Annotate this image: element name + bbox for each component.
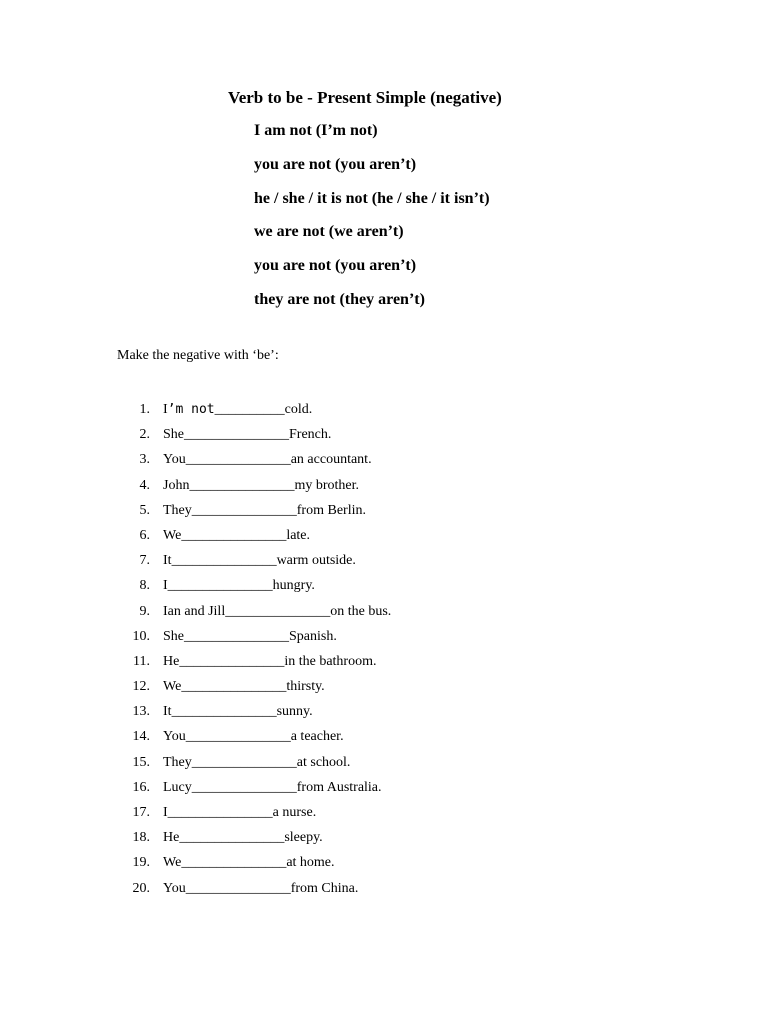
exercise-item (120, 401, 391, 426)
exercise-item (120, 880, 391, 905)
exercise-item (120, 678, 391, 703)
exercise-sentence (163, 577, 315, 602)
exercise-subject: You (163, 880, 186, 896)
exercise-rest: late. (286, 527, 311, 543)
answer-blank[interactable]: _______________ (191, 779, 297, 795)
exercise-number: 19. (132, 855, 150, 871)
exercise-subject: John (163, 477, 190, 493)
answer-blank[interactable]: _______________ (167, 805, 273, 820)
answer-blank[interactable]: _______________ (184, 427, 289, 443)
exercise-number: 18. (132, 830, 150, 846)
exercise-instruction: Make the negative with ‘be’: (117, 348, 279, 363)
exercise-subject: It (163, 553, 172, 569)
exercise-item (120, 502, 391, 527)
exercise-subject: He (163, 653, 180, 669)
exercise-sentence (163, 477, 359, 502)
exercise-sentence (163, 653, 376, 678)
answer-blank[interactable]: __________ (214, 402, 285, 417)
exercise-subject: Lucy (163, 779, 192, 795)
exercise-list (120, 401, 391, 905)
exercise-subject: I (163, 805, 168, 820)
exercise-subject: He (163, 830, 180, 846)
answer-blank[interactable]: _______________ (179, 830, 285, 846)
exercise-subject: I (163, 578, 168, 594)
negative-form: he / she / it is not (he / she / it isn’t) (254, 189, 490, 207)
negative-forms-list (254, 121, 490, 324)
answer-blank[interactable]: _______________ (185, 729, 291, 745)
exercise-item (120, 754, 391, 779)
exercise-item (120, 552, 391, 577)
exercise-sentence (163, 603, 391, 628)
negative-form: you are not (you aren’t) (254, 155, 417, 173)
exercise-number: 13. (132, 704, 150, 720)
exercise-sentence (163, 880, 358, 905)
exercise-item (120, 779, 391, 804)
exercise-number: 20. (132, 880, 150, 896)
exercise-number: 16. (132, 779, 150, 795)
exercise-sentence (163, 854, 335, 879)
negative-form: we are not (we aren’t) (254, 223, 404, 241)
exercise-subject: You (163, 452, 186, 468)
exercise-subject: She (163, 628, 184, 644)
exercise-item (120, 829, 391, 854)
exercise-rest: at home. (286, 855, 335, 871)
answer-blank[interactable]: _______________ (191, 754, 297, 770)
page-title: Verb to be - Present Simple (negative) (228, 88, 502, 107)
exercise-item (120, 628, 391, 653)
answer-blank[interactable]: _______________ (185, 880, 291, 896)
negative-form: you are not (you aren’t) (254, 257, 417, 275)
exercise-sentence (163, 804, 316, 829)
exercise-subject: They (163, 502, 192, 518)
exercise-number: 6. (139, 527, 150, 543)
exercise-number: 7. (139, 553, 150, 569)
exercise-rest: sleepy. (284, 830, 323, 846)
exercise-number: 9. (139, 603, 150, 619)
exercise-item (120, 451, 391, 476)
exercise-rest: from Australia. (296, 779, 382, 795)
negative-form: I am not (I’m not) (254, 122, 378, 139)
exercise-number: 8. (139, 578, 150, 594)
exercise-subject: Ian and Jill (163, 603, 226, 619)
exercise-sentence (163, 527, 310, 552)
exercise-rest: Spanish. (289, 628, 337, 644)
answer-blank[interactable]: _______________ (184, 628, 289, 644)
answer-blank[interactable]: _______________ (225, 603, 331, 619)
exercise-rest: hungry. (272, 578, 315, 594)
answer-blank[interactable]: _______________ (189, 477, 295, 493)
exercise-rest: in the bathroom. (284, 653, 377, 669)
exercise-rest: on the bus. (330, 603, 392, 619)
exercise-number: 5. (139, 502, 150, 518)
exercise-subject: I (163, 402, 168, 417)
exercise-subject: You (163, 729, 186, 745)
exercise-item (120, 426, 391, 451)
answer-blank[interactable]: _______________ (181, 527, 287, 543)
exercise-sentence (163, 754, 350, 779)
answer-blank[interactable]: _______________ (171, 704, 277, 720)
exercise-rest: cold. (284, 402, 313, 417)
exercise-subject: They (163, 754, 192, 770)
exercise-item (120, 603, 391, 628)
exercise-item (120, 577, 391, 602)
exercise-rest: a nurse. (272, 805, 317, 820)
exercise-sentence (163, 451, 372, 476)
exercise-number: 12. (132, 679, 150, 695)
exercise-answer: ’m not (167, 402, 215, 417)
exercise-rest: a teacher. (290, 729, 344, 745)
exercise-sentence (163, 779, 382, 804)
exercise-number: 10. (132, 628, 150, 644)
exercise-number: 17. (132, 805, 150, 820)
exercise-rest: from China. (290, 880, 359, 896)
exercise-item (120, 728, 391, 753)
exercise-sentence (163, 502, 366, 527)
exercise-sentence (163, 426, 331, 451)
exercise-sentence (163, 829, 323, 854)
answer-blank[interactable]: _______________ (179, 653, 285, 669)
exercise-rest: French. (289, 427, 332, 443)
exercise-subject: We (163, 679, 182, 695)
exercise-subject: We (163, 855, 182, 871)
exercise-number: 14. (132, 729, 150, 745)
exercise-sentence (163, 552, 356, 577)
exercise-number: 3. (139, 452, 150, 468)
exercise-item (120, 804, 391, 829)
answer-blank[interactable]: _______________ (167, 578, 273, 594)
answer-blank[interactable]: _______________ (191, 502, 297, 518)
exercise-sentence (163, 678, 325, 703)
answer-blank[interactable]: _______________ (181, 855, 287, 871)
exercise-subject: It (163, 704, 172, 720)
exercise-number: 4. (139, 477, 150, 493)
exercise-item (120, 477, 391, 502)
exercise-sentence (163, 728, 344, 753)
answer-blank[interactable]: _______________ (181, 679, 287, 695)
exercise-item (120, 527, 391, 552)
exercise-number: 11. (133, 653, 150, 669)
exercise-sentence (163, 703, 313, 728)
exercise-subject: She (163, 427, 184, 443)
exercise-rest: an accountant. (290, 452, 372, 468)
exercise-subject: We (163, 527, 182, 543)
answer-blank[interactable]: _______________ (185, 452, 291, 468)
exercise-item (120, 703, 391, 728)
exercise-rest: my brother. (294, 477, 359, 493)
exercise-rest: warm outside. (276, 553, 356, 569)
exercise-sentence (163, 401, 312, 426)
exercise-sentence (163, 628, 337, 653)
exercise-rest: thirsty. (286, 679, 325, 695)
exercise-rest: at school. (296, 754, 351, 770)
answer-blank[interactable]: _______________ (171, 553, 277, 569)
exercise-rest: from Berlin. (296, 502, 366, 518)
exercise-number: 15. (132, 754, 150, 770)
exercise-number: 1. (139, 402, 150, 417)
negative-form: they are not (they aren’t) (254, 290, 425, 308)
exercise-number: 2. (139, 427, 150, 443)
exercise-item (120, 854, 391, 879)
exercise-item (120, 653, 391, 678)
exercise-rest: sunny. (276, 704, 313, 720)
